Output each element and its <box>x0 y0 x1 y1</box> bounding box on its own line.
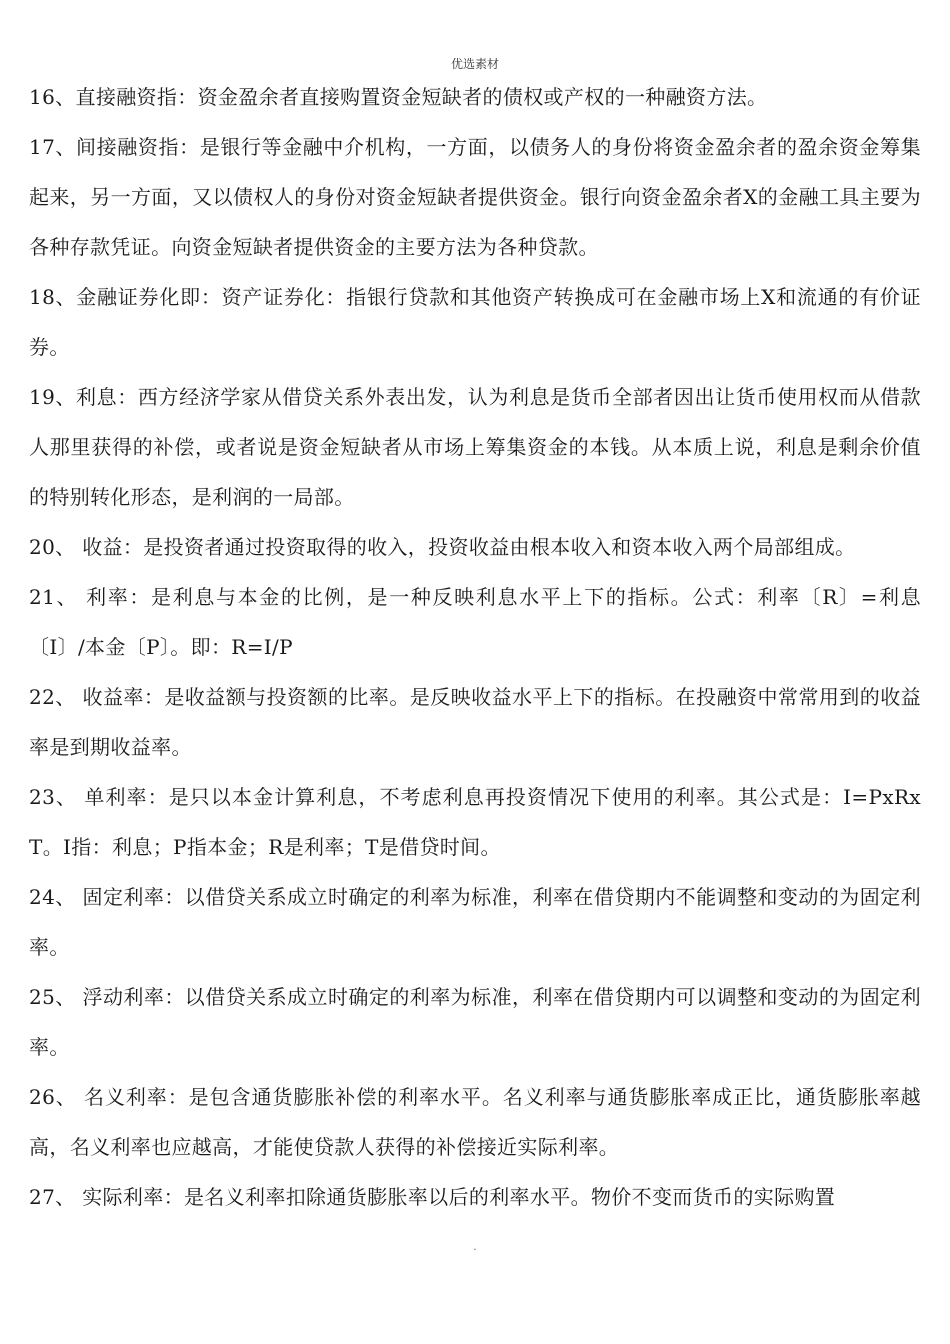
definition-paragraph-24: 24、 固定利率：以借贷关系成立时确定的利率为标准，利率在借贷期内不能调整和变动的为固定利率。 <box>29 885 921 959</box>
page-header: 优选素材 <box>450 57 499 71</box>
definition-paragraph-27: 27、 实际利率：是名义利率扣除通货膨胀率以后的利率水平。物价不变而货币的实际购置 <box>29 1185 836 1209</box>
definition-paragraph-18: 18、金融证券化即：资产证券化：指银行贷款和其他资产转换成可在金融市场上X和流通的有价证券。 <box>29 285 921 359</box>
definition-paragraph-19: 19、利息：西方经济学家从借贷关系外表出发，认为利息是货币全部者因出让货币使用权而从借款人那里获得的补偿，或者说是资金短缺者从市场上筹集资金的本钱。从本质上说，利息是剩余价值的特别转化形态，是利润的一局部。 <box>29 385 921 509</box>
definition-paragraph-26: 26、 名义利率：是包含通货膨胀补偿的利率水平。名义利率与通货膨胀率成正比，通货膨胀率越高，名义利率也应越高，才能使贷款人获得的补偿接近实际利率。 <box>29 1085 921 1159</box>
document-body <box>29 72 921 1222</box>
definition-paragraph-21: 21、 利率：是利息与本金的比例，是一种反映利息水平上下的指标。公式：利率〔R〕=利息〔I〕/本金〔P〕。即：R=I/P <box>29 585 921 659</box>
definition-paragraph-20: 20、 收益：是投资者通过投资取得的收入，投资收益由根本收入和资本收入两个局部组成。 <box>29 535 856 559</box>
page-footer-mark: . <box>473 1242 477 1253</box>
definition-paragraph-17: 17、间接融资指：是银行等金融中介机构，一方面，以债务人的身份将资金盈余者的盈余资金筹集起来，另一方面，又以债权人的身份对资金短缺者提供资金。银行向资金盈余者X的金融工具主要为各种存款凭证。向资金短缺者提供资金的主要方法为各种贷款。 <box>29 135 921 259</box>
definition-paragraph-25: 25、 浮动利率：以借贷关系成立时确定的利率为标准，利率在借贷期内可以调整和变动的为固定利率。 <box>29 985 921 1059</box>
definition-paragraph-23: 23、 单利率：是只以本金计算利息，不考虑利息再投资情况下使用的利率。其公式是：I=PxRxT。I指：利息；P指本金；R是利率；T是借贷时间。 <box>29 785 921 859</box>
definition-paragraph-22: 22、 收益率：是收益额与投资额的比率。是反映收益水平上下的指标。在投融资中常常用到的收益率是到期收益率。 <box>29 685 921 759</box>
definition-paragraph-16: 16、直接融资指：资金盈余者直接购置资金短缺者的债权或产权的一种融资方法。 <box>29 85 768 109</box>
